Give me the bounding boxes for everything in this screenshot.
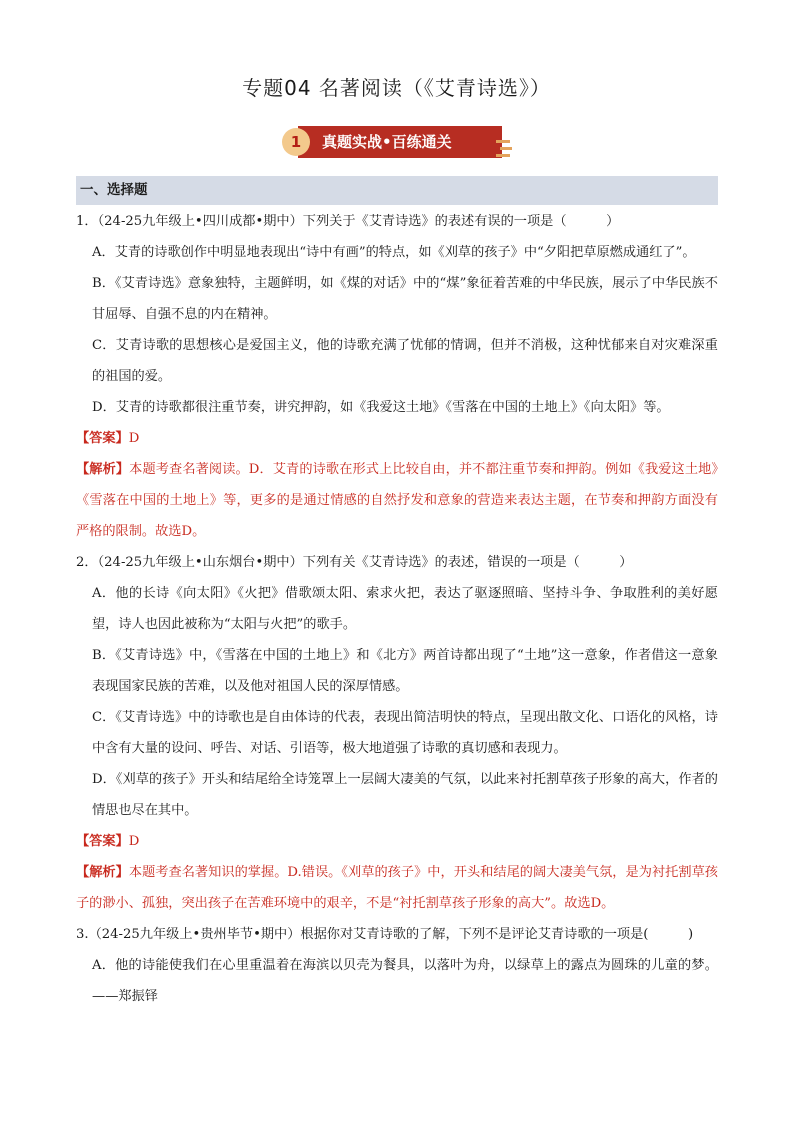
answer-value: D — [128, 834, 140, 849]
option-c: C．《艾青诗选》中的诗歌也是自由体诗的代表，表现出简洁明快的特点，呈现出散文化、口语化的风格，诗中含有大量的设问、呼告、对话、引语等，极大地道强了诗歌的真切感和表现力。 — [92, 710, 718, 756]
badge-number: 1 — [282, 128, 310, 156]
answer — [76, 423, 718, 454]
section-badge — [282, 124, 514, 164]
analysis — [76, 454, 718, 547]
option-c: C．艾青诗歌的思想核心是爱国主义，他的诗歌充满了忧郁的情调，但并不消极，这种忧郁来自对灾难深重的祖国的爱。 — [92, 338, 718, 384]
option-b: B．《艾青诗选》意象独特，主题鲜明，如《煤的对话》中的“煤”象征着苦难的中华民族，展示了中华民族不甘屈辱、自强不息的内在精神。 — [92, 276, 718, 322]
option-a: A．他的诗能使我们在心里重温着在海滨以贝壳为餐具，以落叶为舟，以绿草上的露点为圆珠的儿童的梦。——郑振铎 — [92, 958, 718, 1004]
answer-label: 【答案】 — [76, 431, 129, 446]
question-stem: 1．（24-25九年级上•四川成都•期中）下列关于《艾青诗选》的表述有误的一项是（ ） — [76, 214, 620, 229]
question-stem: 3.（24-25九年级上•贵州毕节•期中）根据你对艾青诗歌的了解，下列不是评论艾青诗歌的一项是( ) — [76, 927, 694, 942]
badge-label: 真题实战•百练通关 — [298, 126, 502, 158]
option-a: A．他的长诗《向太阳》《火把》借歌颂太阳、索求火把，表达了驱逐照暗、坚持斗争、争取胜利的美好愿望，诗人也因此被称为“太阳与火把”的歌手。 — [92, 586, 718, 632]
option-a: A．艾青的诗歌创作中明显地表现出“诗中有画”的特点，如《刈草的孩子》中“夕阳把草原燃成通红了”。 — [92, 245, 696, 260]
page-title: 专题04 名著阅读（《艾青诗选》） — [242, 76, 551, 100]
analysis-text: 本题考查名著阅读。D．艾青的诗歌在形式上比较自由，并不都注重节奏和押韵。例如《我爱这土地》《雪落在中国的土地上》等，更多的是通过情感的自然抒发和意象的营造来表达主题，在节奏和押韵方面没有严格的限制。故选D。 — [76, 462, 718, 539]
question-list — [76, 206, 718, 1012]
option-d: D．艾青的诗歌都很注重节奏，讲究押韵，如《我爱这土地》《雪落在中国的土地上》《向太阳》等。 — [92, 400, 670, 415]
option-d: D．《刈草的孩子》开头和结尾给全诗笼罩上一层阔大凄美的气氛，以此来衬托割草孩子形象的高大，作者的情思也尽在其中。 — [92, 772, 718, 818]
question — [76, 547, 718, 919]
question — [76, 206, 718, 547]
answer — [76, 826, 718, 857]
answer-value: D — [128, 431, 140, 446]
question-stem: 2．（24-25九年级上•山东烟台•期中）下列有关《艾青诗选》的表述，错误的一项是（ ） — [76, 555, 633, 570]
badge-decoration — [496, 154, 510, 157]
analysis-text: 本题考查名著知识的掌握。D.错误。《刈草的孩子》中，开头和结尾的阔大凄美气氛，是为衬托割草孩子的渺小、孤独，突出孩子在苦难环境中的艰辛，不是“衬托割草孩子形象的高大”。故选D。 — [76, 865, 718, 911]
analysis — [76, 857, 718, 919]
answer-label: 【答案】 — [76, 834, 129, 849]
option-b: B．《艾青诗选》中，《雪落在中国的土地上》和《北方》两首诗都出现了“土地”这一意象，作者借这一意象表现国家民族的苦难，以及他对祖国人民的深厚情感。 — [92, 648, 718, 694]
badge-decoration — [496, 140, 510, 143]
analysis-label: 【解析】 — [76, 462, 130, 477]
analysis-label: 【解析】 — [76, 865, 129, 880]
section-header: 一、选择题 — [76, 176, 718, 205]
question — [76, 919, 718, 1012]
badge-decoration — [500, 147, 512, 150]
